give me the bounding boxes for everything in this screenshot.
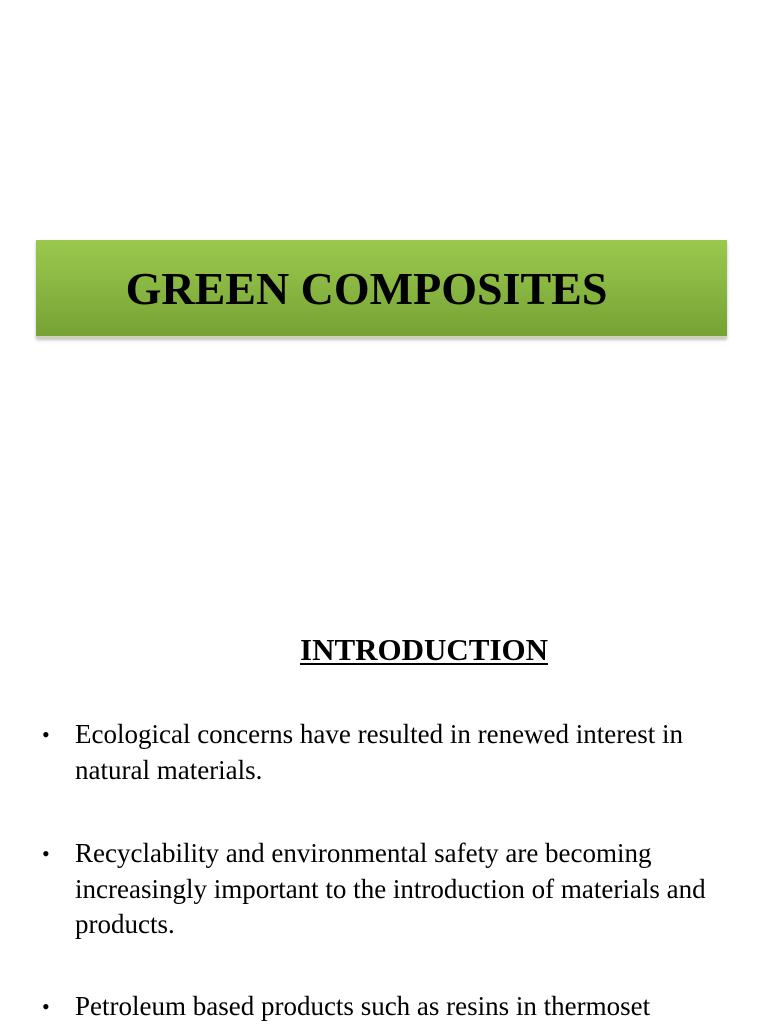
bullet-text: Recyclability and environmental safety are becoming increasingly important to the introduction of materials and products.: [75, 838, 706, 939]
bullet-text: Petroleum based products such as resins in thermoset: [75, 991, 651, 1021]
bullet-marker: •: [42, 841, 50, 866]
bullet-marker: •: [42, 994, 50, 1019]
slide-title: GREEN COMPOSITES: [125, 262, 608, 314]
section-heading: INTRODUCTION: [300, 632, 549, 667]
bullet-text: Ecological concerns have resulted in renewed interest in natural materials.: [75, 719, 684, 785]
bullet-marker: •: [42, 722, 50, 747]
